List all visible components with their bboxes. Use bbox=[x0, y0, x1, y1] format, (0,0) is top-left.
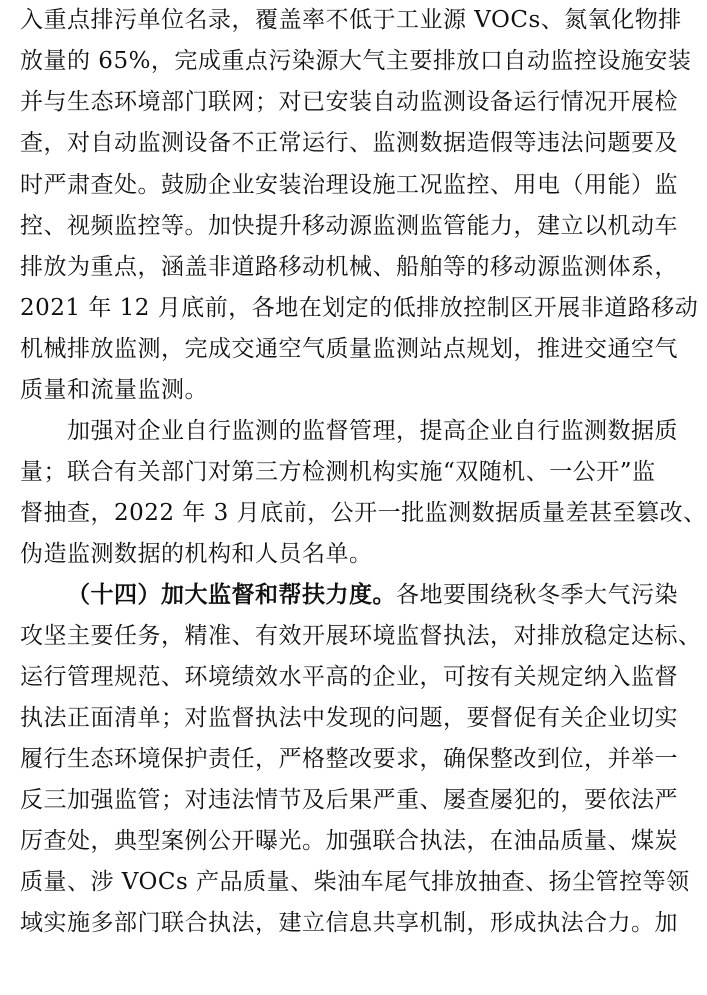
paragraph-line: 时严肃查处。鼓励企业安装治理设施工况监控、用电（用能）监 bbox=[20, 172, 678, 198]
paragraph-line: 加强对企业自行监测的监督管理，提高企业自行监测数据质 bbox=[67, 418, 678, 444]
paragraph-line: 攻坚主要任务，精准、有效开展环境监督执法，对排放稳定达标、 bbox=[20, 623, 702, 649]
paragraph-line: 量；联合有关部门对第三方检测机构实施“双随机、一公开”监 bbox=[20, 459, 656, 485]
paragraph-line: 执法正面清单；对监督执法中发现的问题，要督促有关企业切实 bbox=[20, 705, 678, 731]
section-heading-line bbox=[67, 574, 678, 616]
section-heading: （十四）加大监督和帮扶力度。 bbox=[67, 581, 396, 608]
paragraph-line: 质量、涉 VOCs 产品质量、柴油车尾气排放抽查、扬尘管控等领 bbox=[20, 869, 690, 895]
paragraph-line: 质量和流量监测。 bbox=[20, 377, 208, 403]
paragraph-line: 履行生态环境保护责任，严格整改要求，确保整改到位，并举一 bbox=[20, 746, 678, 772]
paragraph-line: 查，对自动监测设备不正常运行、监测数据造假等违法问题要及 bbox=[20, 130, 678, 156]
paragraph-line: 域实施多部门联合执法，建立信息共享机制，形成执法合力。加 bbox=[20, 910, 678, 936]
paragraph-line: 排放为重点，涵盖非道路移动机械、船舶等的移动源监测体系， bbox=[20, 254, 678, 280]
paragraph-line: 并与生态环境部门联网；对已安装自动监测设备运行情况开展检 bbox=[20, 89, 678, 115]
paragraph-line: 反三加强监管；对违法情节及后果严重、屡查屡犯的，要依法严 bbox=[20, 787, 678, 813]
paragraph-line: 入重点排污单位名录，覆盖率不低于工业源 VOCs、氮氧化物排 bbox=[20, 7, 682, 33]
paragraph-line: 控、视频监控等。加快提升移动源监测监管能力，建立以机动车 bbox=[20, 213, 678, 239]
paragraph-line: 伪造监测数据的机构和人员名单。 bbox=[20, 541, 373, 567]
paragraph-line: 督抽查，2022 年 3 月底前，公开一批监测数据质量差甚至篡改、 bbox=[20, 500, 707, 526]
paragraph-line: 2021 年 12 月底前，各地在划定的低排放控制区开展非道路移动 bbox=[20, 295, 699, 321]
paragraph-line: 机械排放监测，完成交通空气质量监测站点规划，推进交通空气 bbox=[20, 336, 678, 362]
paragraph-line: 厉查处，典型案例公开曝光。加强联合执法，在油品质量、煤炭 bbox=[20, 828, 678, 854]
paragraph-line: 放量的 65%，完成重点污染源大气主要排放口自动监控设施安装 bbox=[20, 48, 692, 74]
section-heading-text: 各地要围绕秋冬季大气污染 bbox=[396, 582, 678, 608]
paragraph-line: 运行管理规范、环境绩效水平高的企业，可按有关规定纳入监督 bbox=[20, 664, 678, 690]
